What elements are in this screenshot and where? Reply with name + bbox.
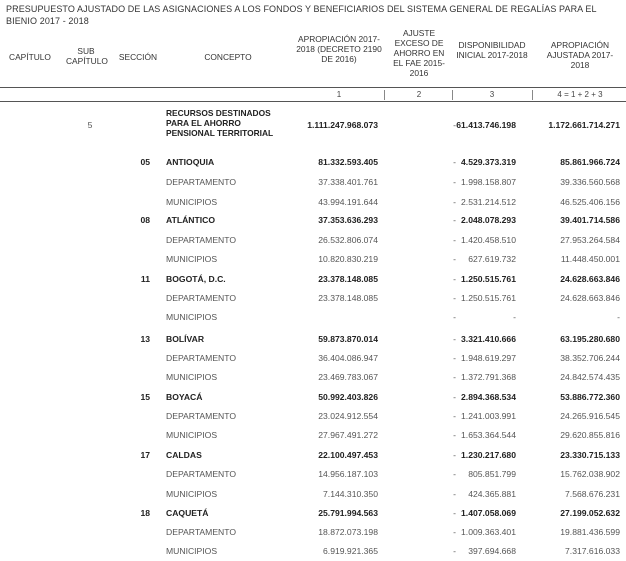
disponibilidad-cell: 1.250.515.761: [461, 274, 516, 284]
ajuste-cell: -: [453, 312, 456, 322]
column-number-2: 2: [416, 90, 422, 99]
table-row: [0, 153, 626, 171]
table-row: [0, 193, 626, 211]
seccion-cell: 05: [140, 157, 150, 167]
disponibilidad-cell: 1.250.515.761: [461, 293, 516, 303]
apropiacion-ajustada-cell: 38.352.706.244: [560, 353, 620, 363]
column-number-3: 3: [489, 90, 495, 99]
apropiacion-ajustada-cell: 46.525.406.156: [560, 197, 620, 207]
table-row: [0, 330, 626, 348]
ajuste-cell: -: [453, 508, 456, 518]
table-row: [0, 231, 626, 249]
concept-cell: BOYACÁ: [166, 392, 203, 402]
table-row: [0, 523, 626, 541]
table-row: [0, 465, 626, 483]
header-disponibilidad: DISPONIBILIDAD INICIAL 2017-2018: [456, 40, 528, 60]
seccion-cell: 15: [140, 392, 150, 402]
apropiacion-cell: 37.338.401.761: [318, 177, 378, 187]
disponibilidad-cell: 397.694.668: [468, 546, 516, 556]
disponibilidad-cell: 1.948.619.297: [461, 353, 516, 363]
apropiacion-cell: 43.994.191.644: [318, 197, 378, 207]
apropiacion-ajustada-cell: 7.568.676.231: [565, 489, 620, 499]
concept-cell: MUNICIPIOS: [166, 312, 218, 322]
apropiacion-ajustada-cell: 24.628.663.846: [560, 293, 620, 303]
ajuste-cell: -: [453, 411, 456, 421]
disponibilidad-cell: 2.894.368.534: [461, 392, 516, 402]
apropiacion-ajustada-cell: 19.881.436.599: [560, 527, 620, 537]
apropiacion-cell: 23.378.148.085: [318, 293, 378, 303]
apropiacion-cell: 27.967.491.272: [318, 430, 378, 440]
apropiacion-cell: 23.378.148.085: [318, 274, 378, 284]
ajuste-cell: -: [453, 197, 456, 207]
ajuste-cell: -: [453, 120, 456, 130]
seccion-cell: 13: [140, 334, 150, 344]
table-row: [0, 388, 626, 406]
document-title: PRESUPUESTO AJUSTADO DE LAS ASIGNACIONES A LOS FONDOS Y BENEFICIARIOS DEL SISTEMA GENERAL DE REGALÍAS PARA EL BIENIO 2017 - 2018: [6, 4, 597, 26]
concept-cell: MUNICIPIOS: [166, 430, 218, 440]
table-row: [0, 289, 626, 307]
apropiacion-cell: 1.111.247.968.073: [307, 120, 378, 130]
apropiacion-cell: 23.024.912.554: [318, 411, 378, 421]
apropiacion-ajustada-cell: 23.330.715.133: [560, 450, 620, 460]
apropiacion-cell: 6.919.921.365: [323, 546, 378, 556]
disponibilidad-cell: 1.653.364.544: [461, 430, 516, 440]
apropiacion-cell: 7.144.310.350: [323, 489, 378, 499]
column-divider: [452, 90, 453, 100]
header-capitulo: CAPÍTULO: [9, 52, 51, 62]
apropiacion-cell: 81.332.593.405: [318, 157, 378, 167]
concept-cell: BOGOTÁ, D.C.: [166, 274, 226, 284]
concept-cell: DEPARTAMENTO: [166, 293, 237, 303]
concept-cell: MUNICIPIOS: [166, 546, 218, 556]
concept-cell: RECURSOS DESTINADOS PARA EL AHORRO PENSIONAL TERRITORIAL: [166, 108, 274, 138]
ajuste-cell: -: [453, 450, 456, 460]
apropiacion-ajustada-cell: 11.448.450.001: [560, 254, 620, 264]
seccion-cell: 18: [140, 508, 150, 518]
apropiacion-cell: 14.956.187.103: [318, 469, 378, 479]
apropiacion-ajustada-cell: 1.172.661.714.271: [548, 120, 620, 130]
apropiacion-ajustada-cell: 24.265.916.545: [560, 411, 620, 421]
apropiacion-ajustada-cell: 27.953.264.584: [560, 235, 620, 245]
apropiacion-ajustada-cell: 29.620.855.816: [560, 430, 620, 440]
table-row: [0, 446, 626, 464]
disponibilidad-cell: 1.241.003.991: [461, 411, 516, 421]
concept-cell: DEPARTAMENTO: [166, 177, 237, 187]
apropiacion-cell: 23.469.783.067: [318, 372, 378, 382]
concept-cell: DEPARTAMENTO: [166, 353, 237, 363]
concept-cell: DEPARTAMENTO: [166, 235, 237, 245]
apropiacion-ajustada-cell: 39.336.560.568: [560, 177, 620, 187]
apropiacion-cell: 36.404.086.947: [318, 353, 378, 363]
header-seccion: SECCIÓN: [118, 52, 158, 62]
concept-cell: ATLÁNTICO: [166, 215, 216, 225]
disponibilidad-cell: -: [513, 312, 516, 322]
disponibilidad-cell: 4.529.373.319: [461, 157, 516, 167]
apropiacion-cell: 18.872.073.198: [318, 527, 378, 537]
ajuste-cell: -: [453, 489, 456, 499]
column-number-1: 1: [336, 90, 342, 99]
concept-cell: MUNICIPIOS: [166, 489, 218, 499]
ajuste-cell: -: [453, 157, 456, 167]
column-divider: [532, 90, 533, 100]
disponibilidad-cell: 1.009.363.401: [461, 527, 516, 537]
concept-cell: MUNICIPIOS: [166, 197, 218, 207]
disponibilidad-cell: 1.420.458.510: [461, 235, 516, 245]
apropiacion-cell: 50.992.403.826: [318, 392, 378, 402]
apropiacion-ajustada-cell: 27.199.052.632: [560, 508, 620, 518]
concept-cell: DEPARTAMENTO: [166, 527, 237, 537]
ajuste-cell: -: [453, 334, 456, 344]
disponibilidad-cell: 1.407.058.069: [461, 508, 516, 518]
table-row: [0, 485, 626, 503]
header-apropiacion-ajustada: APROPIACIÓN AJUSTADA 2017-2018: [546, 40, 614, 70]
apropiacion-cell: 26.532.806.074: [318, 235, 378, 245]
table-row: [0, 542, 626, 560]
concept-cell: DEPARTAMENTO: [166, 469, 237, 479]
apropiacion-ajustada-cell: 24.628.663.846: [560, 274, 620, 284]
column-number-4: 4 = 1 + 2 + 3: [557, 90, 603, 99]
disponibilidad-cell: 61.413.746.198: [456, 120, 516, 130]
header-concepto: CONCEPTO: [204, 52, 252, 62]
header-apropiacion: APROPIACIÓN 2017-2018 (DECRETO 2190 DE 2016): [296, 34, 382, 64]
disponibilidad-cell: 805.851.799: [468, 469, 516, 479]
apropiacion-ajustada-cell: 24.842.574.435: [560, 372, 620, 382]
apropiacion-cell: 37.353.636.293: [318, 215, 378, 225]
disponibilidad-cell: 627.619.732: [468, 254, 516, 264]
apropiacion-cell: 22.100.497.453: [318, 450, 378, 460]
ajuste-cell: -: [453, 177, 456, 187]
table-row: [0, 407, 626, 425]
ajuste-cell: -: [453, 546, 456, 556]
seccion-cell: 08: [140, 215, 150, 225]
concept-cell: DEPARTAMENTO: [166, 411, 237, 421]
header-ajuste: AJUSTE EXCESO DE AHORRO EN EL FAE 2015-2016: [393, 28, 445, 78]
apropiacion-ajustada-cell: 39.401.714.586: [560, 215, 620, 225]
apropiacion-ajustada-cell: 63.195.280.680: [560, 334, 620, 344]
concept-cell: CAQUETÁ: [166, 508, 209, 518]
ajuste-cell: -: [453, 293, 456, 303]
ajuste-cell: -: [453, 235, 456, 245]
disponibilidad-cell: 2.048.078.293: [461, 215, 516, 225]
seccion-cell: 11: [140, 274, 150, 284]
concept-cell: ANTIOQUIA: [166, 157, 215, 167]
table-row: [0, 368, 626, 386]
disponibilidad-cell: 1.230.217.680: [461, 450, 516, 460]
table-row: [0, 211, 626, 229]
apropiacion-ajustada-cell: -: [617, 312, 620, 322]
table-row: [0, 108, 626, 142]
concept-cell: CALDAS: [166, 450, 202, 460]
column-divider: [384, 90, 385, 100]
concept-cell: MUNICIPIOS: [166, 254, 218, 264]
ajuste-cell: -: [453, 353, 456, 363]
apropiacion-cell: 59.873.870.014: [318, 334, 378, 344]
header-sub-capitulo: SUB CAPÍTULO: [66, 46, 108, 66]
disponibilidad-cell: 3.321.410.666: [461, 334, 516, 344]
disponibilidad-cell: 2.531.214.512: [461, 197, 516, 207]
disponibilidad-cell: 424.365.881: [468, 489, 516, 499]
seccion-cell: 17: [140, 450, 150, 460]
apropiacion-cell: 10.820.830.219: [318, 254, 378, 264]
table-row: [0, 308, 626, 326]
table-row: [0, 504, 626, 522]
ajuste-cell: -: [453, 254, 456, 264]
disponibilidad-cell: 1.998.158.807: [461, 177, 516, 187]
header-rule-bottom: [0, 101, 626, 102]
ajuste-cell: -: [453, 392, 456, 402]
apropiacion-cell: 25.791.994.563: [318, 508, 378, 518]
ajuste-cell: -: [453, 527, 456, 537]
table-row: [0, 270, 626, 288]
table-row: [0, 250, 626, 268]
apropiacion-ajustada-cell: 7.317.616.033: [565, 546, 620, 556]
apropiacion-ajustada-cell: 85.861.966.724: [560, 157, 620, 167]
apropiacion-ajustada-cell: 53.886.772.360: [560, 392, 620, 402]
ajuste-cell: -: [453, 372, 456, 382]
sub-capitulo-cell: 5: [87, 120, 93, 130]
ajuste-cell: -: [453, 274, 456, 284]
disponibilidad-cell: 1.372.791.368: [461, 372, 516, 382]
table-row: [0, 173, 626, 191]
header-rule-top: [0, 87, 626, 88]
table-row: [0, 426, 626, 444]
ajuste-cell: -: [453, 469, 456, 479]
apropiacion-ajustada-cell: 15.762.038.902: [560, 469, 620, 479]
table-row: [0, 349, 626, 367]
concept-cell: MUNICIPIOS: [166, 372, 218, 382]
ajuste-cell: -: [453, 430, 456, 440]
concept-cell: BOLÍVAR: [166, 334, 205, 344]
ajuste-cell: -: [453, 215, 456, 225]
